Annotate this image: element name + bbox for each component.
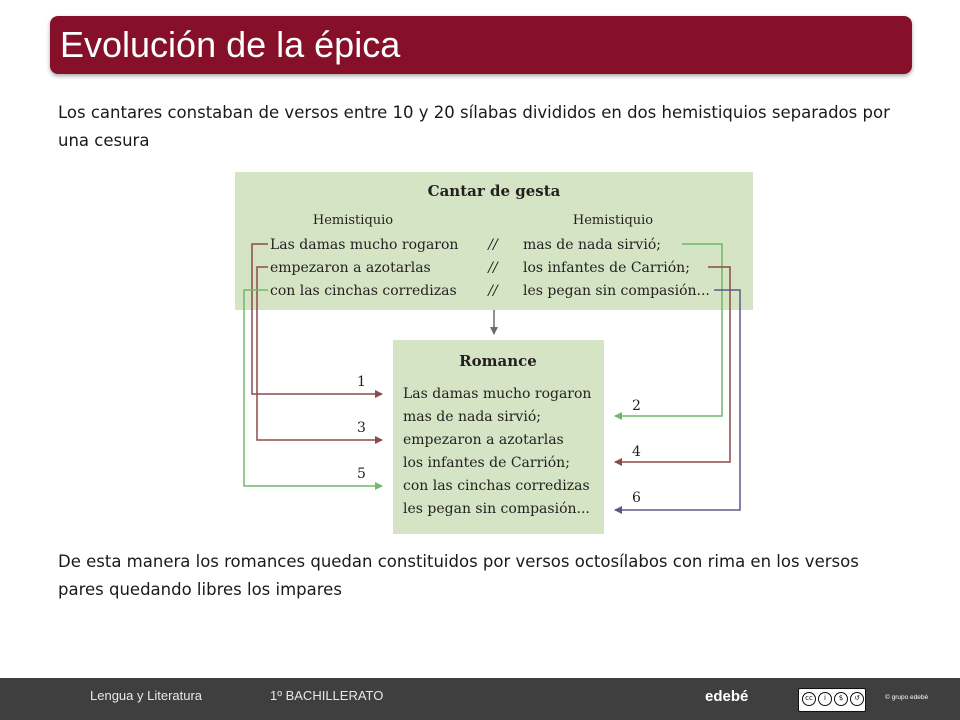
romance-line-6: les pegan sin compasión... xyxy=(403,501,590,517)
hemistich-label-right: Hemistiquio xyxy=(572,213,654,228)
cantar-separator-2: // xyxy=(488,260,498,276)
cantar-line-3-left: con las cinchas corredizas xyxy=(270,283,457,299)
by-icon: i xyxy=(818,692,832,706)
verse-diagram xyxy=(230,168,766,542)
sa-icon: ↺ xyxy=(850,692,864,706)
footer-level: 1º BACHILLERATO xyxy=(270,688,384,703)
nc-icon: $ xyxy=(834,692,848,706)
outro-paragraph: De esta manera los romances quedan constituidos por versos octosílabos con rima en los versos pares quedando libres los impares xyxy=(58,552,859,599)
slide-title: Evolución de la épica xyxy=(60,24,401,65)
title-bar xyxy=(50,16,912,74)
footer-subject: Lengua y Literatura xyxy=(90,688,203,703)
cantar-title: Cantar de gesta xyxy=(427,182,561,200)
cantar-line-3-right: les pegan sin compasión... xyxy=(523,283,710,299)
arrow-number-6: 6 xyxy=(632,490,641,506)
cantar-separator-1: // xyxy=(488,237,498,253)
brand-logo: edebé xyxy=(705,688,749,705)
footer-copyright: © grupo edebé xyxy=(885,694,929,701)
cc-license-badge xyxy=(798,688,866,712)
arrow-number-4: 4 xyxy=(632,444,641,460)
cantar-line-2-right: los infantes de Carrión; xyxy=(523,260,690,276)
arrow-number-3: 3 xyxy=(357,420,366,436)
cc-icon: cc xyxy=(802,692,816,706)
hemistich-label-left: Hemistiquio xyxy=(312,213,394,228)
arrow-number-1: 1 xyxy=(357,374,366,390)
romance-line-2: mas de nada sirvió; xyxy=(403,409,541,425)
romance-line-1: Las damas mucho rogaron xyxy=(403,386,592,402)
arrow-number-5: 5 xyxy=(357,466,366,482)
romance-line-3: empezaron a azotarlas xyxy=(403,432,564,448)
romance-line-4: los infantes de Carrión; xyxy=(403,455,570,471)
cantar-line-1-right: mas de nada sirvió; xyxy=(523,237,661,253)
cantar-separator-3: // xyxy=(488,283,498,299)
cantar-line-2-left: empezaron a azotarlas xyxy=(270,260,431,276)
intro-paragraph: Los cantares constaban de versos entre 10 y 20 sílabas divididos en dos hemistiquios separados por una cesura xyxy=(58,103,890,150)
romance-line-5: con las cinchas corredizas xyxy=(403,478,590,494)
cantar-line-1-left: Las damas mucho rogaron xyxy=(270,237,459,253)
arrow-number-2: 2 xyxy=(632,398,641,414)
romance-title: Romance xyxy=(459,352,537,370)
